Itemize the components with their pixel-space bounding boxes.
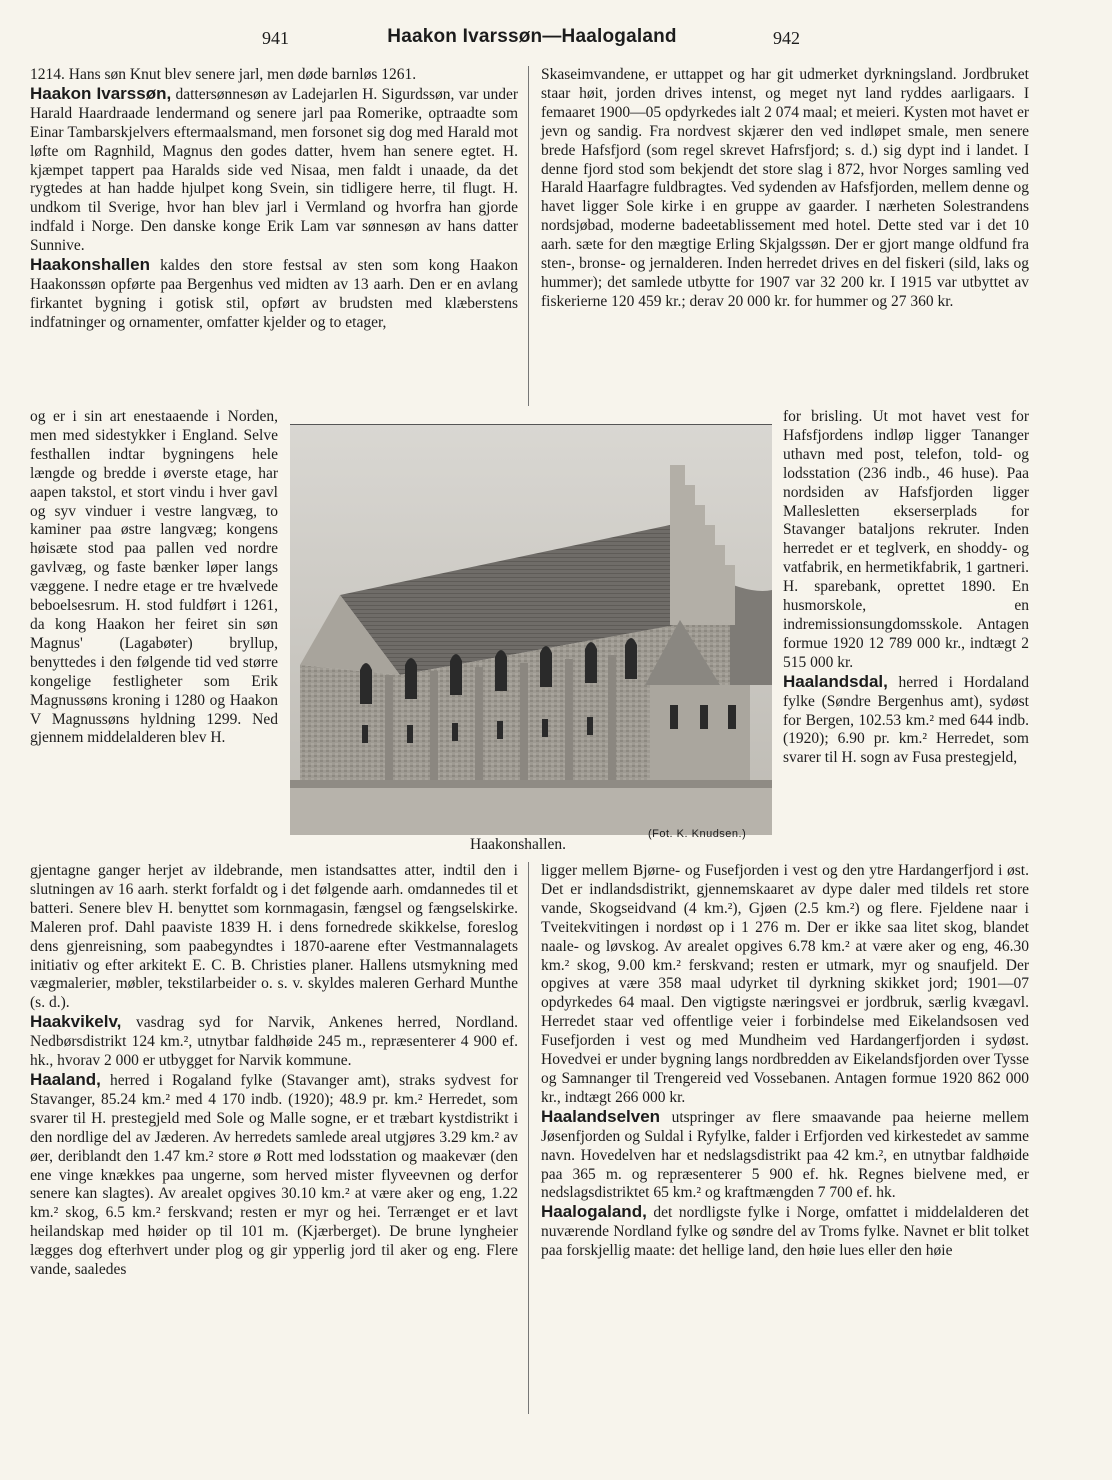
entry-body: ligger mellem Bjørne- og Fusefjorden i vest og den ytre Hardangerfjord i øst. Det er indlandsdistrikt, gjennemskaaret av dype daler med tildels ret store vande, Skogseidvand (4 km.²), Gjøen (2.5 km.²) og flere. Fjeldene naar i Tveitekvitingen i nordøst op i 1 276 m. Der er ikke saa litet skog, blandet naale- og løvskog. Av arealet opgives 6.78 km.² at være aker og eng, 46.30 km.² skog, 9.00 km.² ferskvand; resten er utmark, myr og snaufjeld. Der opgives at være 358 maal udyrket til dyrkning skikket jord; 1901—07 opdyrkedes 64 maal. Den vigtigste næringsvei er jordbruk, særlig kvægavl. Herredet staar ved offentlige veier i forbindelse med Eikelandsosen ved Fusefjorden i vest og med Mundheim ved Hardangerfjorden i sydøst. Hovedvei er under bygning langs nordbredden av Eikelandsfjorden over Tysse og Samnanger til Trengereid ved Vossebanen. Antagen formue 1920 862 000 kr., indtægt 266 000 kr. [541,862,1029,1106]
left-column-top [30,66,518,333]
headword: Haakon Ivarssøn, [30,83,172,103]
haakonshallen-photo [290,424,772,835]
headword: Haalogaland, [541,1202,647,1222]
page-number-right: 942 [773,28,800,48]
entry-haakon-ivarssoen [30,85,518,256]
entry-body: gjentagne ganger herjet av ildebrande, men istandsattes atter, indtil den i slutningen av 16 aarh. sterkt forfaldt og i det følgende aarh. omdannedes til et batteri. Senere blev H. benyttet som kornmagasin, fængsel og fængselskirke. Maleren prof. Dahl paaviste 1839 H. i dens fornedrede skikkelse, foreslog dens gjenreisning, som paabegyndtes i 1870-aarene efter Vestmannalagets initiativ og efter arkitekt E. C. B. Christies planer. Hallens utsmykning med vægmalerier, møbler, tekstilarbeider o. s. v. skyldes maleren Gerhard Munthe (s. d.). [30,862,518,1012]
entry-haalandselven [541,1108,1029,1204]
headword: Haakonshallen [30,255,150,275]
right-column-top [541,66,1029,312]
entry-haalogaland [541,1203,1029,1261]
entry-body: og er i sin art enestaaende i Norden, men med sidestykker i England. Selve festhallen indtar bygningens hele længde og bredde i øverste etage, har aapen takstol, et stort vindu i hver gavl og syv vinduer i vestre langvæg, to kaminer paa østre langvæg; kongens høisæte stod paa pallen ved nordre gavlvæg, og faste bænker løper langs væggene. I nedre etage er tre hvælvede beboelsesrum. H. stod fuldført i 1261, da kong Haakon her feiret sin søn Magnus' (Lagabøter) bryllup, benyttedes i den følgende tid ved større kongelige festligheter som Erik Magnussøns kroning i 1280 og Haakon V Magnussøns hyldning 1299. Ned gjennem middelalderen blev H. [30,408,278,747]
photo-caption: Haakonshallen. [470,836,566,853]
photo-credit: (Fot. K. Knudsen.) [648,828,747,840]
right-column-bottom [541,862,1029,1261]
running-title: Haakon Ivarssøn—Haalogaland [387,26,677,47]
entry-haakonshallen [30,256,518,333]
page-number-left: 941 [262,28,289,48]
entry-body: for brisling. Ut mot havet vest for Hafsfjordens indløp ligger Tananger uthavn med post, telefon, told- og lodsstation (236 indb., 46 huse). Paa nordsiden av Hafsfjorden ligger Mallesletten ekserserplads for Stavanger bataljons rekruter. Inden herredet er et teglverk, en shoddy- og vatfabrik, en hermetikfabrik, 1 gartneri. H. sparebank, oprettet 1890. En husmorskole, en indremissionsungdomsskole. Antagen formue 1920 12 789 000 kr., indtægt 2 515 000 kr. [783,408,1029,671]
left-column-bottom [30,862,518,1280]
entry-body: herred i Hordaland fylke (Søndre Bergenhus amt), sydøst for Bergen, 102.53 km.² med 644 indb. (1920); 6.90 pr. km.² Herredet, som svarer til H. sogn av Fusa prestegjeld, [783,673,1029,767]
entry-body: dattersønnesøn av Ladejarlen H. Sigurdssøn, var under Harald Haardraade lendermand og senere jarl paa Romerike, optraadte som Einar Tambarskjelvers eftermaalsmand, men forsonet sig dog med Harald mot løfte om Ragnhild, Magnus den godes datter, hvem han senere egtet. H. kjæmpet tappert paa Haralds side ved Nisaa, men faldt i unaade, da det rygtedes at han hadde hjulpet kong Svein, sin tidligere herre, til flugt. H. undkom til Sverige, hvor han blev jarl i Vermland og hvorfra han gjorde indfald i Norge. Den danske konge Erik Lam var sønnesøn av hans datter Sunnive. [30,85,519,255]
column-divider-top [528,66,529,406]
right-column-narrow [783,408,1029,768]
entry-body: utspringer av flere smaavande paa heierne mellem Jøsenfjorden og Suldal i Ryfylke, falder i Erfjorden ved kirkestedet av samme navn. Hovedelven har et nedslagsdistrikt paa 42 km.², en utnytbar faldhøide paa 365 m. og repræsenterer 5 900 ef. hk. Regnes bielvene med, er nedslagsdistriktet 65 km.² og kraftmængden 7 700 ef. hk. [541,1108,1029,1202]
entry-haalandsdal [783,673,1029,769]
entry-body: det nordligste fylke i Norge, omfattet i middelalderen det nuværende Nordland fylke og søndre del av Troms fylke. Navnet er blit tolket paa forskjellig maate: det hellige land, den høie lues eller den høie [541,1204,1029,1260]
headword: Haaland, [30,1069,101,1089]
headword: Haakvikelv, [30,1012,122,1032]
building-illustration [290,425,772,835]
entry-continuation: 1214. Hans søn Knut blev senere jarl, men døde barnløs 1261. [30,66,417,83]
column-divider-bottom [528,862,529,1414]
entry-body: vasdrag syd for Narvik, Ankenes herred, Nordland. Nedbørsdistrikt 124 km.², utnytbar faldhøide 245 m., repræsenterer 4 900 ef. hk., hvorav 2 000 er utbygget for Narvik kommune. [30,1014,518,1070]
headword: Haalandsdal, [783,671,888,691]
entry-haaland [30,1071,518,1280]
left-column-narrow [30,408,278,748]
page-header [0,24,1112,54]
entry-haakvikelv [30,1013,518,1071]
entry-haaland-continuation: Skaseimvandene, er uttappet og har git udmerket dyrkningsland. Jordbruket staar høit, jorden drives intenst, og meget nyt land ryddes aarligaars. I femaaret 1900—05 opdyrkedes ialt 2 074 maal; et meieri. Kysten mot havet er jevn og sandig. Fra nordvest skjærer den ved indløpet smale, men senere brede Hafsfjord (som regel skrevet Hafrsfjord; s. d.) sig dypt ind i landet. I denne fjord stod som bekjendt det store slag i 872, hvor Norges samling ved Harald Haarfagre fuldbragtes. Ved sydenden av Hafsfjorden, mellem denne og havet ligger Sole kirke i en gruppe av gaarder. I nærheten Solestrandens nordsjøbad, moderne badeetablissement med hotel. Dette sted var i det 10 aarh. sæte for den mægtige Erling Skjalgssøn. Der er gjort mange oldfund fra sten-, bronse- og jernalderen. Inden herredet drives en del fiskeri (sild, laks og hummer); det samlede utbytte for 1907 var 32 200 kr. I 1915 var utbyttet av fiskerierne 120 459 kr.; derav 20 000 kr. for hummer og 27 360 kr. [541,66,1029,310]
entry-body: herred i Rogaland fylke (Stavanger amt), straks sydvest for Stavanger, 85.24 km.² med 4 170 indb. (1920); 48.9 pr. km.² Herredet, som svarer til H. prestegjeld med Sole og Malle sogne, er et træbart kystdistrikt i den nordlige del av Jæderen. Av herredets samlede areal utgjøres 3.29 km.² av øer, deriblandt den 1.47 km.² store ø Rott med lodsstation og maakevær (den ene vinge knækkes paa ungerne, som herved mister flyveevnen og derfor senere kan slagtes). Av arealet opgives 30.10 km.² at være aker og eng, 1.22 km.² skog, 6.5 km.² ferskvand; resten er myr og hei. Terrænget er et lavt heilandskap med høider op til 101 m. (Kjærberget). De brune lyngheier lægges dog efterhvert under plog og gir ypperlig jord til aker og eng. Flere vande, saaledes [30,1071,518,1279]
headword: Haalandselven [541,1106,661,1126]
entry-body: kaldes den store festsal av sten som kong Haakon Haakonssøn opførte paa Bergenhus ved midten av 13 aarh. Den er en avlang firkantet bygning i gotisk stil, opført av brudsten med klæberstens indfatninger og ornamenter, omfatter kjelder og to etager, [30,257,518,331]
